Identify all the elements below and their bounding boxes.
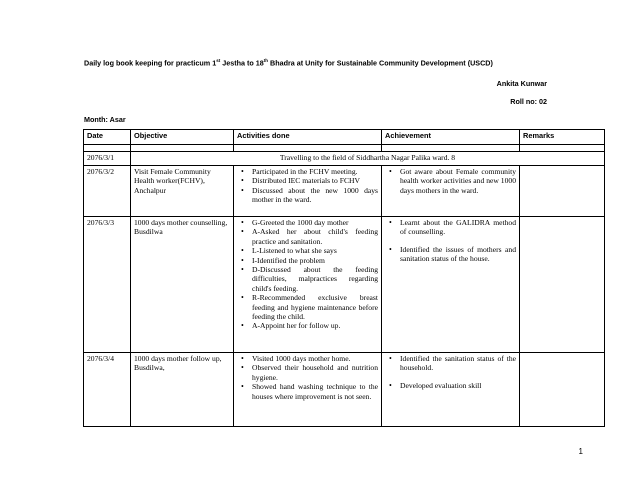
activity-item: • Visited 1000 days mother home. <box>252 354 378 363</box>
row-activities <box>234 217 382 353</box>
column-header-objective: Objective <box>131 130 234 145</box>
column-header-date: Date <box>84 130 131 145</box>
row-date: 2076/3/1 <box>84 152 131 166</box>
row-remarks <box>520 166 605 217</box>
row-travel-note: Travelling to the field of Siddhartha Nagar Palika ward. 8 <box>131 152 605 166</box>
activity-item: • A-Asked her about child's feeding practice and sanitation. <box>252 227 378 246</box>
achievement-item: • Identified the issues of mothers and sanitation status of the house. <box>400 245 516 264</box>
log-table <box>83 129 605 427</box>
activity-item: • L-Listened to what she says <box>252 246 378 255</box>
roll-number: Roll no: 02 <box>510 97 547 106</box>
achievement-item: • Got aware about Female community health worker activities and new 1000 days mothers in the ward. <box>400 167 516 195</box>
row-objective: Visit Female Community Health worker(FCHV), Anchalpur <box>131 166 234 217</box>
activity-item: • Showed hand washing technique to the houses where improvement is not seen. <box>252 382 378 401</box>
row-date: 2076/3/4 <box>84 353 131 427</box>
activity-item: • Observed their household and nutrition hygiene. <box>252 363 378 382</box>
table-header-row <box>84 130 605 145</box>
activity-item: • Participated in the FCHV meeting. <box>252 167 378 176</box>
row-achievements <box>382 217 520 353</box>
page-number: 1 <box>578 447 583 456</box>
row-objective: 1000 days mother counselling, Busdilwa <box>131 217 234 353</box>
document-title <box>84 58 604 67</box>
month-label: Month: Asar <box>84 115 126 124</box>
activity-item: • Discussed about the new 1000 days mother in the ward. <box>252 186 378 205</box>
achievement-item: • Developed evaluation skill <box>400 381 516 390</box>
achievement-item: • Identified the sanitation status of the household. <box>400 354 516 373</box>
row-activities <box>234 353 382 427</box>
activity-item: • G-Greeted the 1000 day mother <box>252 218 378 227</box>
table-row <box>84 166 605 217</box>
achievement-item: • Learnt about the GALIDRA method of counselling. <box>400 218 516 237</box>
activity-item: • I-Identified the problem <box>252 256 378 265</box>
column-header-remarks: Remarks <box>520 130 605 145</box>
column-header-achievement: Achievement <box>382 130 520 145</box>
table-row <box>84 353 605 427</box>
row-date: 2076/3/2 <box>84 166 131 217</box>
row-activities <box>234 166 382 217</box>
row-remarks <box>520 217 605 353</box>
activity-item: • Distributed IEC materials to FCHV <box>252 176 378 185</box>
row-remarks <box>520 353 605 427</box>
activity-item: • A-Appoint her for follow up. <box>252 321 378 330</box>
title-part-1: Daily log book keeping for practicum 1 <box>84 58 217 68</box>
table-row <box>84 152 605 166</box>
row-objective: 1000 days mother follow up, Busdilwa, <box>131 353 234 427</box>
row-date: 2076/3/3 <box>84 217 131 353</box>
row-achievements <box>382 166 520 217</box>
table-row <box>84 217 605 353</box>
row-achievements <box>382 353 520 427</box>
title-sup-1: st <box>216 58 221 63</box>
title-part-2: Jestha to 18 <box>220 58 264 68</box>
title-part-3: Bhadra at Unity for Sustainable Community Development (USCD) <box>268 58 493 68</box>
activity-item: • R-Recommended exclusive breast feeding and hygiene maintenance before feeding the child. <box>252 293 378 321</box>
title-sup-2: th <box>263 58 269 63</box>
author-name: Ankita Kunwar <box>496 79 547 88</box>
activity-item: • D-Discussed about the feeding difficulties, malpractices regarding child's feeding. <box>252 265 378 293</box>
table-spacer-row <box>84 145 605 152</box>
column-header-activities: Activities done <box>234 130 382 145</box>
